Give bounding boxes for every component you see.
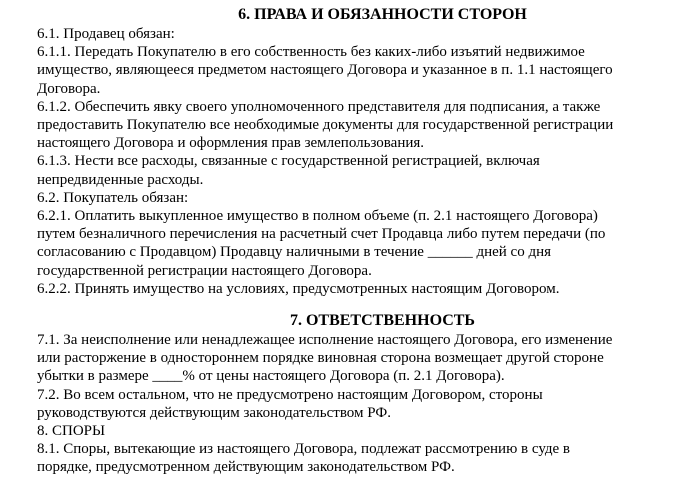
paragraph-8-1: 8.1. Споры, вытекающие из настоящего Договора, подлежат рассмотрению в суде в порядке, предусмотренном действующим законодательством РФ. [37, 441, 570, 476]
paragraph-7-2: 7.2. Во всем остальном, что не предусмотрено настоящим Договором, стороны руководствуются действующим законодательством РФ. [37, 386, 543, 421]
section-8-title: 8. СПОРЫ [37, 423, 106, 440]
section-7-title: 7. ОТВЕТСТВЕННОСТЬ [289, 312, 476, 330]
paragraph-7-1: 7.1. За неисполнение или ненадлежащее исполнение настоящего Договора, его изменение или расторжение в одностороннем порядке виновная сторона возмещает другой стороне убытки в размере ____% от цены настоящего Договора (п. 2.1 Договора). [37, 332, 613, 385]
paragraph-6-2-1: 6.2.1. Оплатить выкупленное имущество в полном объеме (п. 2.1 настоящего Договора) путем безналичного перечисления на расчетный счет Продавца либо путем передачи (по согласованию с Продавцом) Продавцу наличными в течение ______ дней со дня государственной регистрации настоящего Договора. [37, 208, 606, 279]
section-6-title: 6. ПРАВА И ОБЯЗАННОСТИ СТОРОН [238, 6, 527, 23]
paragraph-6-2: 6.2. Покупатель обязан: [37, 189, 189, 206]
paragraph-6-1-2: 6.1.2. Обеспечить явку своего уполномоченного представителя для подписания, а также предоставить Покупателю все необходимые документы для государственной регистрации настоящего Договора и оформления прав землепользования. [37, 98, 614, 152]
paragraph-6-1-1: 6.1.1. Передать Покупателю в его собственность без каких-либо изъятий недвижимое имущество, являющееся предметом настоящего Договора и указанное в п. 1.1 настоящего Договора. [37, 44, 613, 97]
paragraph-6-1: 6.1. Продавец обязан: [37, 26, 175, 42]
paragraph-6-1-3: 6.1.3. Нести все расходы, связанные с государственной регистрацией, включая непредвиденные расходы. [37, 153, 540, 188]
paragraph-6-2-2: 6.2.2. Принять имущество на условиях, предусмотренных настоящим Договором. [37, 280, 560, 297]
